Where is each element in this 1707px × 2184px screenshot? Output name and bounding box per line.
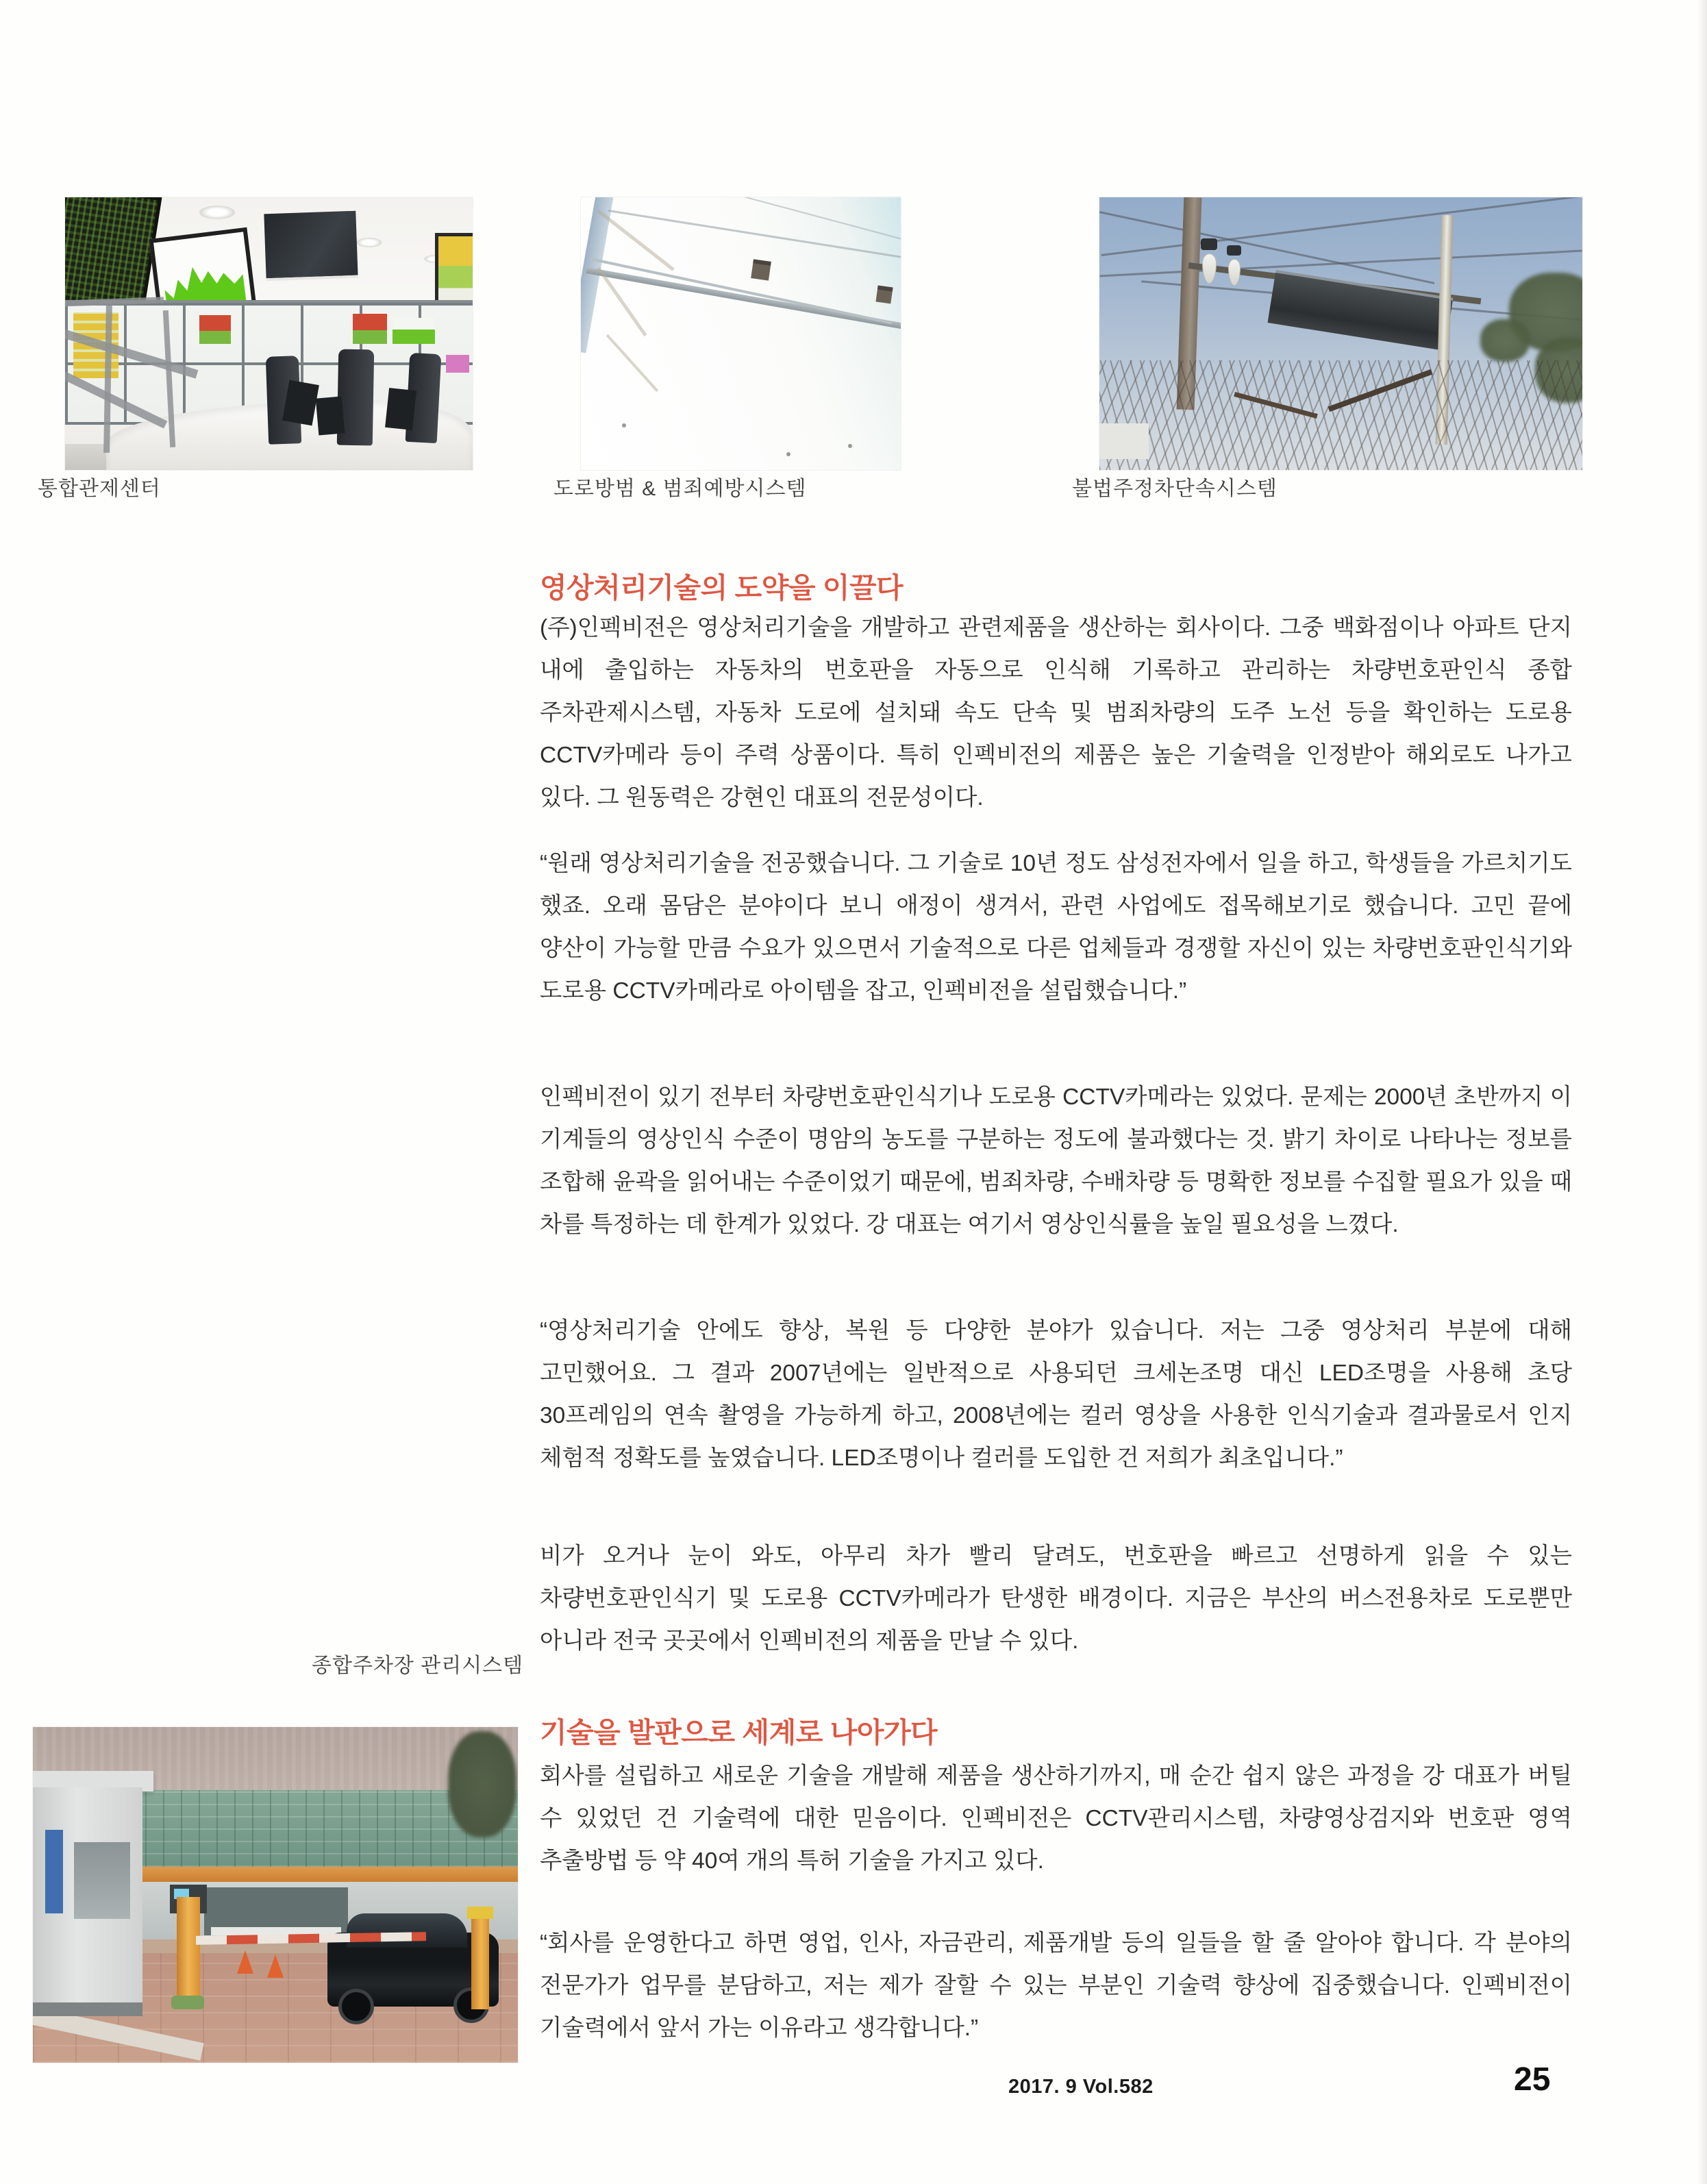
article-paragraph: (주)인펙비전은 영상처리기술을 개발하고 관련제품을 생산하는 회사이다. 그중 백화점이나 아파트 단지 내에 출입하는 자동차의 번호판을 자동으로 인식해 기록하고 관리하는 차량번호판인식 종합 주차관제시스템, 자동차 도로에 설치돼 속도 단속 및 범죄차량의 도주 노선 등을 확인하는 도로용 CCTV카메라 등이 주력 상품이다. 특히 인펙비전의 제품은 높은 기술력을 인정받아 해외로도 나가고 있다. 그 원동력은 강현인 대표의 전문성이다. <box>540 615 1572 810</box>
pine-foliage <box>1480 319 1530 362</box>
enforcement-camera <box>1227 245 1241 256</box>
yellow-sign <box>467 1907 493 1919</box>
speck <box>848 444 852 448</box>
blue-sign <box>45 1830 63 1913</box>
photo-control-center <box>65 197 473 470</box>
orange-barrier-post <box>177 1897 200 2000</box>
article-paragraph: 인펙비전이 있기 전부터 차량번호판인식기나 도로용 CCTV카메라는 있었다. 문제는 2000년 초반까지 이 기계들의 영상인식 수준이 명암의 농도를 구분하는 정도에 불과했다는 것. 밝기 차이로 나타나는 정보를 조합해 윤곽을 읽어내는 수준이었기 때문에, 범죄차량, 수배차량 등 명확한 정보를 수집할 필요가 있을 때 차를 특정하는 데 한계가 있었다. 강 대표는 여기서 영상인식률을 높일 필요성을 느꼈다. <box>540 1084 1572 1237</box>
desk-monitor <box>385 388 416 430</box>
footer-issue-label: 2017. 9 Vol.582 <box>1008 2076 1154 2098</box>
article-paragraph-quote: “원래 영상처리기술을 전공했습니다. 그 기술로 10년 정도 삼성전자에서 일을 하고, 학생들을 가르치기도 했죠. 오래 몸담은 분야이다 보니 애정이 생겨서, 관련 사업에도 접목해보기로 했습니다. 고민 끝에 양산이 가능할 만큼 수요가 있으면서 기술적으로 다른 업체들과 경쟁할 자신이 있는 차량번호판인식기와 도로용 CCTV카메라로 아이템을 잡고, 인펙비전을 설립했습니다.” <box>540 850 1572 1004</box>
article-paragraph-quote: “영상처리기술 안에도 향상, 복원 등 다양한 분야가 있습니다. 저는 그중 영상처리 부분에 대해 고민했어요. 그 결과 2007년에는 일반적으로 사용되던 크세논조명 대신 LED조명을 사용해 초당 30프레임의 연속 촬영을 가능하게 하고, 2008년에는 컬러 영상을 사용한 인식기술과 결과물로서 인지 체험적 정확도를 높였습니다. LED조명이나 컬러를 도입한 건 저희가 최초입니다.” <box>540 1317 1572 1471</box>
article-paragraph-quote: “회사를 운영한다고 하면 영업, 인사, 자금관리, 제품개발 등의 일들을 할 줄 알아야 합니다. 각 분야의 전문가가 업무를 분담하고, 저는 제가 잘할 수 있는 부분인 기술력 향상에 집중했습니다. 인펙비전이 기술력에서 앞서 가는 이유라고 생각합니다.” <box>540 1930 1572 2041</box>
page-number: 25 <box>1514 2061 1551 2098</box>
booth-base <box>33 2002 142 2016</box>
section-heading-1: 영상처리기술의 도약을 이끌다 <box>540 572 904 604</box>
traffic-cone <box>237 1950 253 1974</box>
desk-monitor <box>316 396 345 435</box>
section-heading-2: 기술을 발판으로 세계로 나아가다 <box>540 1717 938 1749</box>
speck <box>786 452 790 456</box>
article-paragraph: 비가 오거나 눈이 와도, 아무리 차가 빨리 달려도, 번호판을 빠르고 선명하게 읽을 수 있는 차량번호판인식기 및 도로용 CCTV카메라가 탄생한 배경이다. 지금은 부산의 버스전용차로 도로뿐만 아니라 전국 곳곳에서 인펙비전의 제품을 만날 수 있다. <box>540 1543 1572 1654</box>
tree-branch <box>606 334 659 392</box>
traffic-cone <box>267 1955 284 1978</box>
car-wheel <box>338 1989 374 2024</box>
gantry-arm-upper <box>590 258 893 324</box>
screen-content-pink <box>446 355 469 373</box>
orange-barrier-post <box>471 1918 489 2009</box>
photo-parking-management <box>33 1727 518 2063</box>
screen-content-red <box>199 315 231 344</box>
booth-window <box>74 1842 130 1919</box>
page-edge-shading <box>1697 0 1707 2184</box>
bare-branches <box>1099 360 1582 470</box>
camera-housing <box>1202 253 1217 284</box>
wire <box>738 197 901 249</box>
camera-housing <box>1228 259 1241 286</box>
photo-illegal-parking <box>1099 197 1582 470</box>
cctv-camera <box>875 286 893 304</box>
photo-caption-control-center: 통합관제센터 <box>38 477 161 500</box>
car-cabin <box>347 1913 467 1948</box>
cctv-camera <box>751 259 771 280</box>
photo-caption-illegal-parking: 불법주정차단속시스템 <box>1072 477 1278 500</box>
speck <box>622 423 626 427</box>
planter <box>171 1996 204 2009</box>
screen-content-red <box>353 314 387 344</box>
ceiling-light <box>192 203 242 222</box>
photo-road-cctv <box>581 197 901 470</box>
wall-monitor-black <box>264 211 358 282</box>
photo-caption-parking-management: 종합주차장 관리시스템 <box>312 1654 524 1677</box>
building-corner <box>1099 423 1149 459</box>
screen-content-green <box>393 318 435 344</box>
photo-caption-road-cctv: 도로방범 & 범죄예방시스템 <box>553 477 807 500</box>
pine-tree <box>448 1731 516 1837</box>
article-paragraph: 회사를 설립하고 새로운 기술을 개발해 제품을 생산하기까지, 매 순간 쉽지 않은 과정을 강 대표가 버틸 수 있었던 건 기술력에 대한 믿음이다. 인펙비전은 CCTV관리시스템, 차량영상검지와 번호판 영역 추출방법 등 약 40여 개의 특허 기술을 가지고 있다. <box>540 1763 1572 1874</box>
enforcement-camera <box>1201 238 1217 250</box>
